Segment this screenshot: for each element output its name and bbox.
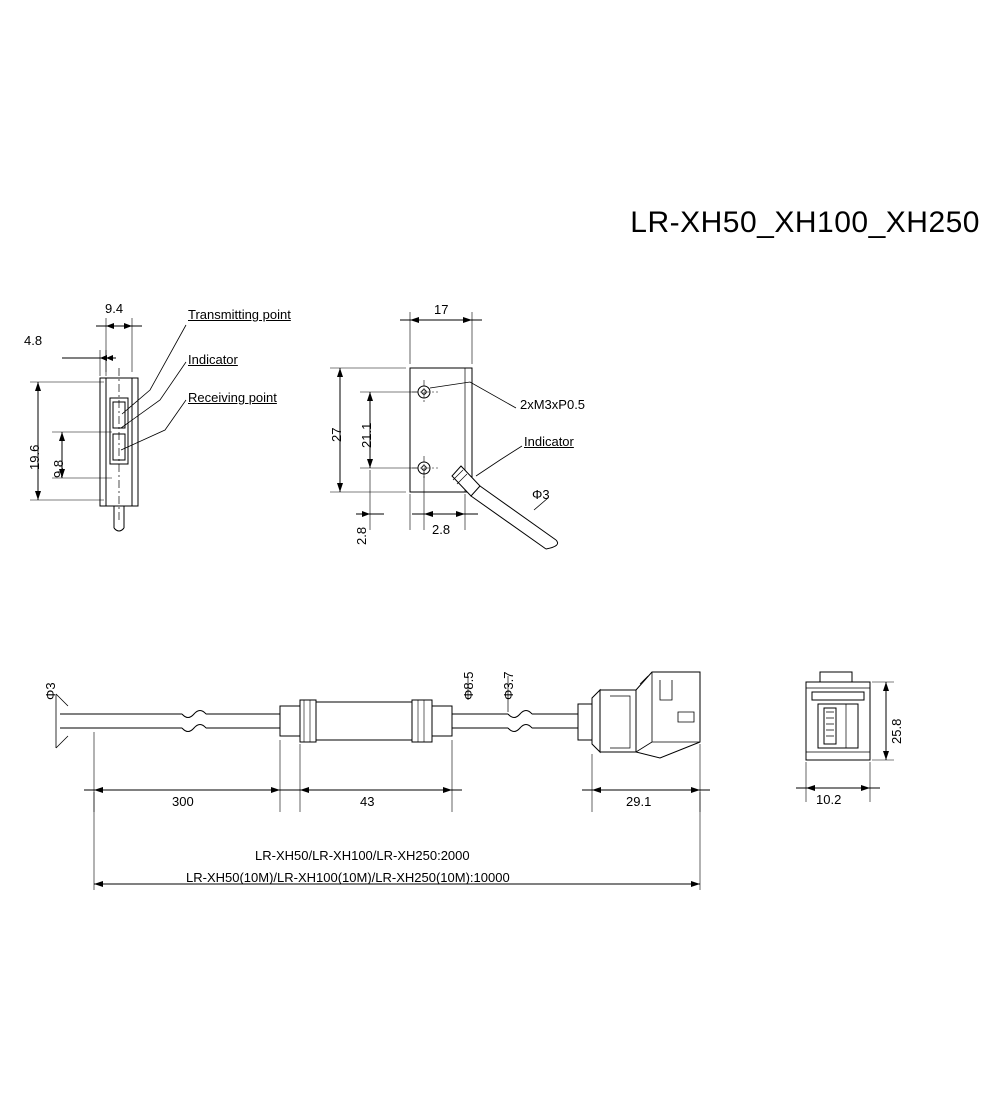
dim-cable-diameter-3: Φ3 xyxy=(43,682,58,700)
callout-screw-spec: 2xM3xP0.5 xyxy=(520,397,586,412)
callout-receiving-point: Receiving point xyxy=(188,390,277,405)
dim-front-9-8: 9.8 xyxy=(51,459,66,478)
dim-front-19-6: 19.6 xyxy=(27,444,42,470)
dim-side-17: 17 xyxy=(434,302,449,317)
dim-cable-43: 43 xyxy=(360,794,375,809)
dim-connector-25-8: 25.8 xyxy=(889,718,904,744)
dim-side-diameter-3: Φ3 xyxy=(532,487,550,502)
dim-connector-10-2: 10.2 xyxy=(816,792,842,807)
dim-side-2-8-left: 2.8 xyxy=(354,526,369,545)
dim-front-4-8: 4.8 xyxy=(24,333,43,348)
dim-cable-diameter-3-7: Φ3.7 xyxy=(501,671,516,700)
dim-side-21-1: 21.1 xyxy=(359,422,374,448)
note-length-standard: LR-XH50/LR-XH100/LR-XH250:2000 xyxy=(255,848,470,863)
dim-front-9-4: 9.4 xyxy=(105,301,124,316)
callout-indicator-front: Indicator xyxy=(188,352,238,367)
dim-cable-29-1: 29.1 xyxy=(626,794,652,809)
note-length-10m: LR-XH50(10M)/LR-XH100(10M)/LR-XH250(10M):10000 xyxy=(186,870,510,885)
callout-indicator-side: Indicator xyxy=(524,434,574,449)
dim-side-2-8-bottom: 2.8 xyxy=(432,522,451,537)
dim-cable-300: 300 xyxy=(172,794,194,809)
dim-cable-diameter-8-5: Φ8.5 xyxy=(461,671,476,700)
dim-side-27: 27 xyxy=(329,427,344,442)
callout-transmitting-point: Transmitting point xyxy=(188,307,291,322)
page-title: LR-XH50_XH100_XH250 xyxy=(630,206,980,239)
